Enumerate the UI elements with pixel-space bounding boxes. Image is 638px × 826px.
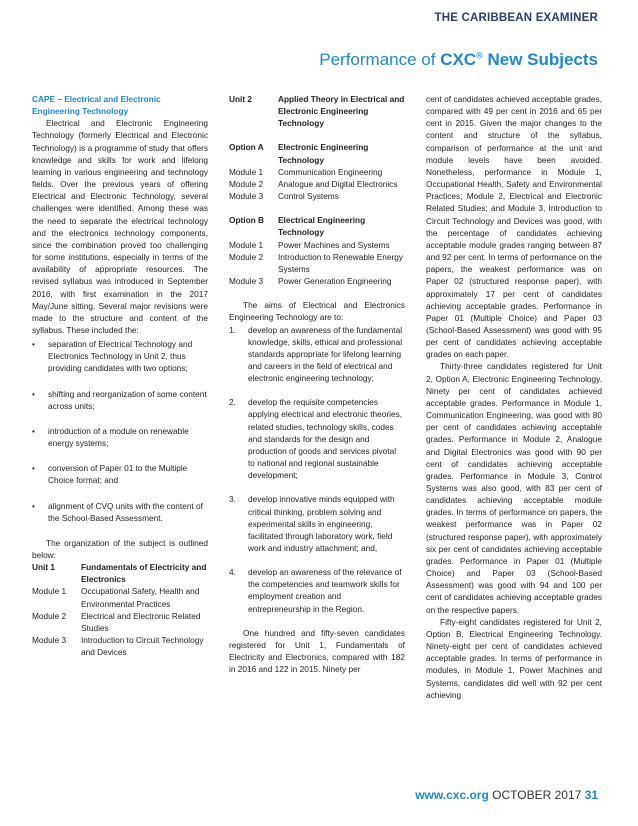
title-bold: CXC: [440, 50, 477, 69]
module-row: [229, 166, 405, 178]
list-item: [32, 388, 208, 412]
bullet-text: conversion of Paper 01 to the Multiple Choice format; and: [48, 463, 188, 486]
website-link[interactable]: www.cxc.org: [415, 788, 489, 802]
module-row: [229, 275, 405, 287]
aim-text: develop the requisite competencies applying electrical and electronic theories, related studies, technology skills, codes and standards for the design and production of goods and services pivotal to national and regional sustainable development;: [248, 397, 403, 481]
performance-paragraph-2: Thirty-three candidates registered for Unit 2, Option A, Electronic Engineering Technology. Ninety per cent of candidates achieved acceptable grades. Performance in Module 1, Communication Engineering, was good with 80 per cent of candidates achieving acceptable grades. Performance in Module 2, Analogue and Digital Electronics was good with 90 per cent of candidates achieving acceptable grades. Performance in Module 3, Control Systems was also good, with 83 per cent of candidates achieving acceptable module grades. In terms of performance on papers, the weakest performance was in Paper 02 (structured response paper), with approximately six per cent of candidates achieving acceptable grades. Performance in Paper 01 (Multiple Choice) and Paper 03 (School-Based Assessment) was good with 94 and 100 per cent of candidates achieving acceptable grades on the respective papers.: [426, 361, 602, 615]
module-label: Module 1: [229, 239, 264, 250]
module-text: Communication Engineering: [278, 166, 383, 177]
heading-line-1: CAPE – Electrical and Electronic: [32, 94, 161, 104]
bullet-text: separation of Electrical Technology and Electronics Technology in Unit 2, thus providing candidates with two options;: [48, 339, 193, 374]
module-label: Module 3: [32, 635, 67, 646]
aim-item: [229, 566, 405, 615]
option-a-heading: [229, 141, 405, 165]
module-text: Occupational Safety, Health and Environmental Practices: [81, 586, 200, 609]
option-label: Option A: [229, 142, 264, 153]
title-registered-mark: ®: [476, 50, 483, 61]
title-tail: New Subjects: [482, 50, 598, 69]
aims-intro: The aims of Electrical and Electronics Engineering Technology are to:: [229, 300, 405, 323]
bullet-text: introduction of a module on renewable energy systems;: [48, 425, 189, 449]
organization-text: The organization of the subject is outlined below:: [32, 537, 208, 560]
unit-label: Unit 1: [32, 562, 56, 573]
unit-title: Fundamentals of Electricity and Electronics: [81, 562, 207, 585]
closing-paragraph: One hundred and fifty-seven candidates registered for Unit 1, Fundamentals of Electricity and Electronics, compared with 182 in 2016 and 122 in 2015. Ninety per: [229, 627, 405, 675]
column-2: [229, 93, 405, 675]
column-3: [426, 93, 602, 701]
module-text: Introduction to Renewable Energy Systems: [278, 251, 403, 274]
article-heading: [32, 93, 208, 117]
page-number: 31: [584, 788, 598, 802]
aim-number: 2.: [229, 397, 236, 408]
module-label: Module 2: [229, 251, 264, 262]
option-b-heading: [229, 214, 405, 238]
aim-number: 1.: [229, 324, 236, 335]
issue-date: OCTOBER 2017: [492, 788, 582, 802]
bullet-icon: •: [32, 463, 35, 474]
module-row: [32, 634, 208, 658]
bullet-icon: •: [32, 500, 35, 511]
module-label: Module 3: [229, 276, 264, 287]
publication-name: THE CARIBBEAN EXAMINER: [434, 12, 598, 24]
list-item: [32, 425, 208, 449]
bullet-icon: •: [32, 339, 35, 350]
module-text: Power Machines and Systems: [278, 239, 390, 250]
aim-text: develop innovative minds equipped with critical thinking, problem solving and experimental skills in engineering, facilitated through laboratory work, field work and industry attachment; and,: [248, 494, 395, 553]
aim-text: develop an awareness of the fundamental knowledge, skills, ethical and professional standards appropriate for lifelong learning and careers in the field of electrical and electronic engineering technology;: [248, 324, 403, 384]
bullet-icon: •: [32, 425, 35, 436]
aim-item: [229, 396, 405, 481]
unit-title: Applied Theory in Electrical and Electronic Engineering Technology: [278, 94, 405, 129]
aim-number: 4.: [229, 567, 236, 578]
module-row: [32, 610, 208, 634]
option-label: Option B: [229, 215, 265, 226]
list-item: [32, 338, 208, 374]
module-text: Analogue and Digital Electronics: [278, 178, 398, 189]
module-row: [229, 178, 405, 190]
module-row: [229, 190, 405, 202]
performance-paragraph-3: Fifty-eight candidates registered for Unit 2, Option B, Electrical Engineering Technology. Ninety-eight per cent of candidates achieved acceptable grades. In terms of performance in modules, in Module 1, Power Machines and Systems, candidates did well with 92 per cent achieving: [426, 616, 602, 700]
column-1: [32, 93, 208, 658]
list-item: [32, 500, 208, 524]
section-title: [319, 50, 598, 70]
aim-text: develop an awareness of the relevance of the competencies and teamwork skills for employment creation and entrepreneurship in the Region.: [248, 567, 402, 614]
title-lead: Performance of: [319, 50, 441, 69]
module-label: Module 3: [229, 191, 264, 202]
module-label: Module 2: [229, 178, 264, 189]
module-label: Module 1: [229, 166, 264, 177]
module-row: [229, 251, 405, 275]
heading-line-2: Engineering Technology: [32, 106, 129, 117]
aim-item: [229, 324, 405, 385]
bullet-text: alignment of CVQ units with the content of the School-Based Assessment.: [48, 500, 203, 523]
module-row: [32, 585, 208, 609]
option-title: Electrical Engineering Technology: [278, 215, 366, 238]
module-label: Module 1: [32, 586, 67, 597]
bullet-text: shifting and reorganization of some content across units;: [48, 388, 207, 411]
unit-1-heading: [32, 561, 208, 585]
performance-paragraph-1: cent of candidates achieved acceptable grades, compared with 49 per cent in 2016 and 65 per cent in 2015. Given the major changes to the content and structure of the syllabus, comparison of performance at the unit and module levels have been avoided. Nonetheless, performance in Module 1, Occupational Health, Safety and Environmental Practices; Module 2, Electrical and Electronic Related Studies; and Module 3, Introduction to Circuit Technology and Devices was good, with the percentage of candidates achieving acceptable module grades ranging between 87 and 92 per cent. In terms of performance on the papers, the weakest performance was on Paper 02 (structured response paper), with approximately 17 per cent of candidates achieving acceptable grades. Performance in Paper 01 (Multiple Choice) and Paper 03 (School-Based Assessment) was good with 95 per cent of candidates achieving acceptable grades on each paper.: [426, 94, 602, 360]
aim-item: [229, 493, 405, 554]
list-item: [32, 462, 208, 486]
module-text: Control Systems: [278, 191, 339, 202]
module-text: Electrical and Electronic Related Studies: [81, 610, 201, 633]
module-text: Introduction to Circuit Technology and Devices: [81, 635, 204, 658]
module-label: Module 2: [32, 610, 67, 621]
page-footer: [415, 788, 598, 802]
unit-2-heading: [229, 93, 405, 129]
bullet-icon: •: [32, 388, 35, 399]
aim-number: 3.: [229, 494, 236, 505]
intro-paragraph: Electrical and Electronic Engineering Technology (formerly Electrical and Electronic Technology) is a programme of study that offers knowledge and skills for work and lifelong learning in various engineering and technology fields. Over the previous years of offering Electrical and Electronic Technology, several challenges were identified. Among these was the need to separate the electrical technology and the electronics technology components, since the combination proved too challenging for some institutions, especially in terms of the availability of appropriate resources. The revised syllabus was introduced in September 2016, with first examination in the 2017 May/June sitting. Several major revisions were made to the structure and content of the syllabus. These included the:: [32, 118, 208, 335]
module-text: Power Generation Engineering: [278, 276, 392, 287]
module-row: [229, 239, 405, 251]
option-title: Electronic Engineering Technology: [278, 142, 369, 165]
unit-label: Unit 2: [229, 94, 253, 104]
